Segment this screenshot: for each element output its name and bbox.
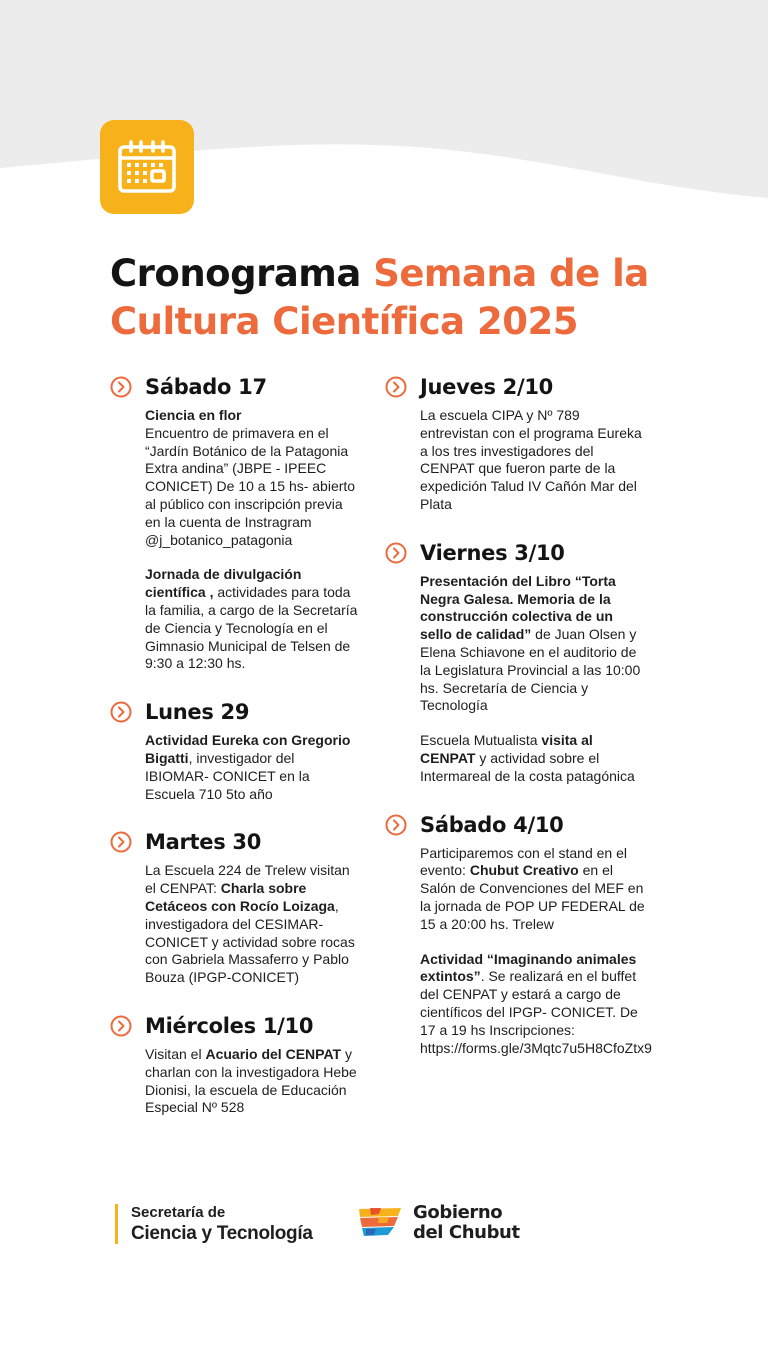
schedule-day <box>110 697 360 803</box>
secretaria-logo <box>115 1204 313 1244</box>
schedule-day <box>110 1011 360 1117</box>
schedule-paragraph <box>145 862 360 987</box>
chubut-map-icon <box>357 1205 403 1241</box>
body-text: La escuela CIPA y Nº 789 entrevistan con el programa Eureka a los tres investigadores del CENPAT que fueron parte de la expedición Talud IV Cañón Mar del Plata <box>420 407 642 512</box>
schedule-paragraph <box>420 407 645 514</box>
schedule-day <box>385 538 645 786</box>
schedule-paragraph <box>145 566 360 673</box>
schedule-day-body <box>110 407 360 673</box>
gobierno-logo <box>357 1203 520 1243</box>
chevron-circle-icon <box>110 701 132 723</box>
secretaria-line-2: Ciencia y Tecnología <box>131 1223 313 1244</box>
schedule-day <box>385 372 645 514</box>
body-text: y actividad sobre el Intermareal de la costa patagónica <box>420 749 635 784</box>
schedule-day-header <box>110 827 360 857</box>
schedule-day-body <box>385 844 652 1058</box>
chevron-circle-icon <box>385 376 407 398</box>
schedule-day-title: Martes 30 <box>145 830 262 855</box>
schedule-day-title: Miércoles 1/10 <box>145 1013 314 1038</box>
calendar-icon <box>116 139 178 195</box>
highlight-text: Chubut Creativo <box>469 862 579 879</box>
schedule-day-header <box>110 372 360 402</box>
schedule-day-title: Lunes 29 <box>145 700 250 725</box>
schedule-day-header <box>385 810 645 840</box>
schedule-day-header <box>385 538 645 568</box>
highlight-text: Charla sobre Cetáceos con Rocío Loizaga <box>145 880 335 914</box>
schedule-day-body <box>110 732 360 803</box>
schedule-day <box>110 827 360 987</box>
body-text: y charlan con la investigadora Hebe Dionisi, la escuela de Educación Especial Nº 528 <box>145 1045 357 1116</box>
highlight-text: Actividad Eureka con Gregorio Bigatti <box>145 732 351 766</box>
highlight-text: Jornada de divulgación científica , <box>145 566 302 601</box>
schedule-day-title: Viernes 3/10 <box>420 540 565 565</box>
gobierno-line-1: Gobierno <box>413 1202 503 1223</box>
schedule-paragraph <box>420 573 645 715</box>
body-text: actividades para toda la familia, a cargo de la Secretaría de Ciencia y Tecnología en el Gimnasio Municipal de Telsen de 9:30 a 12:30 hs. <box>145 584 358 672</box>
body-text: Participaremos con el stand en el evento: <box>420 844 627 879</box>
schedule-day-body <box>110 1046 360 1117</box>
body-text: en el Salón de Convenciones del MEF en la jornada de POP UP FEDERAL de 15 a 20:00 hs. Trelew <box>420 862 645 932</box>
body-text: Visitan el <box>145 1045 206 1062</box>
schedule-day-body <box>110 862 360 987</box>
body-text: , investigador del IBIOMAR- CONICET en la Escuela 710 5to año <box>145 749 310 802</box>
body-text: Encuentro de primavera en el “Jardín Botánico de la Patagonia Extra andina” (JBPE - IPEEC CONICET) De 10 a 15 hs- abierto al público con inscripción previa en la cuenta de Instragram @j_botanico_patagonia <box>145 424 356 548</box>
page-title-accent: Semana de la Cultura Científica 2025 <box>110 252 649 343</box>
schedule-paragraph <box>145 407 360 549</box>
schedule-day-body <box>385 573 645 786</box>
schedule-day-body <box>385 407 645 514</box>
schedule-paragraph <box>420 732 645 785</box>
schedule-day <box>385 810 652 1058</box>
secretaria-line-1: Secretaría de <box>131 1204 226 1221</box>
highlight-text: Ciencia en flor <box>145 407 242 423</box>
schedule-day-title: Sábado 17 <box>145 375 267 399</box>
chevron-circle-icon <box>385 542 407 564</box>
schedule-paragraph <box>420 950 652 1058</box>
schedule-paragraph <box>145 732 360 803</box>
highlight-text: Acuario del CENPAT <box>205 1045 342 1062</box>
body-text: La Escuela 224 de Trelew visitan el CENPAT: <box>145 862 350 897</box>
body-text: Escuela Mutualista <box>420 732 542 749</box>
schedule-day-title: Jueves 2/10 <box>420 375 553 399</box>
chevron-circle-icon <box>110 1015 132 1037</box>
schedule-paragraph <box>420 845 645 934</box>
schedule-right-column <box>385 372 652 1081</box>
schedule-day-header <box>385 372 645 402</box>
body-text: de Juan Olsen y Elena Schiavone en el auditorio de la Legislatura Provincial a las 10:00 hs. Secretaría de Ciencia y Tecnología <box>420 626 641 714</box>
gobierno-line-2: del Chubut <box>413 1222 520 1243</box>
schedule-paragraph <box>145 1046 360 1117</box>
calendar-badge <box>100 120 194 214</box>
chevron-circle-icon <box>110 376 132 398</box>
page-title <box>110 250 710 346</box>
schedule-day <box>110 372 360 673</box>
schedule-left-column <box>110 372 360 1141</box>
schedule-day-title: Sábado 4/10 <box>420 812 564 837</box>
schedule-day-header <box>110 697 360 727</box>
page-title-dark: Cronograma <box>110 252 374 295</box>
body-text: , investigadora del CESIMAR- CONICET y actividad sobre rocas con Gabriela Massaferro y Pablo Bouza (IPGP-CONICET) <box>145 897 355 986</box>
body-text: . Se realizará en el buffet del CENPAT y estará a cargo de científicos del IPGP- CONICET. De 17 a 19 hs Inscripciones: https://forms.gle/3Mqtc7u5H8CfoZtx9 <box>420 968 652 1056</box>
highlight-text: Presentación del Libro “Torta Negra Galesa. Memoria de la construcción colectiva de un sello de calidad” <box>420 572 616 643</box>
highlight-text: Actividad “Imaginando animales extintos” <box>420 950 637 985</box>
schedule-day-header <box>110 1011 360 1041</box>
highlight-text: visita al CENPAT <box>420 732 593 766</box>
chevron-circle-icon <box>110 831 132 853</box>
chevron-circle-icon <box>385 814 407 836</box>
